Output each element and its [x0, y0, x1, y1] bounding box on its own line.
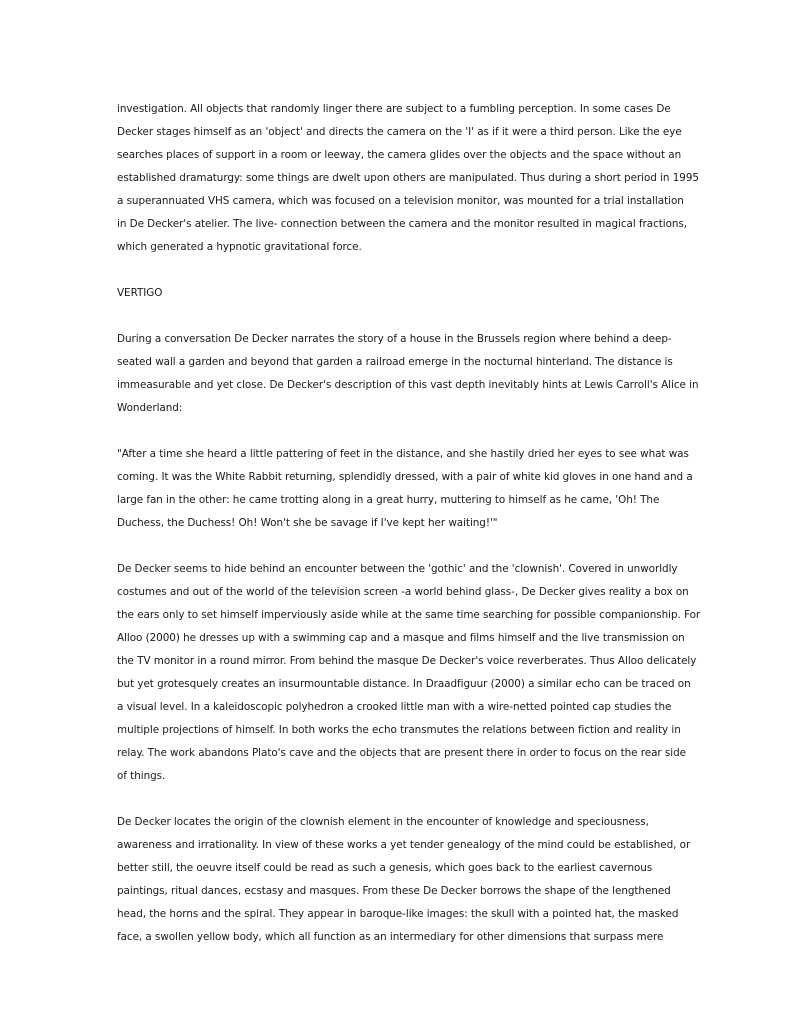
text-line: During a conversation De Decker narrates the story of a house in the Brussels region where behind a deep-	[117, 333, 672, 345]
text-line: investigation. All objects that randomly linger there are subject to a fumbling perception. In some cases De	[117, 103, 671, 115]
text-line: awareness and irrationality. In view of these works a yet tender genealogy of the mind could be established, or	[117, 839, 691, 851]
text-line: Wonderland:	[117, 402, 183, 414]
text-line: of things.	[117, 770, 166, 782]
paragraph-gothic-clownish	[117, 558, 701, 788]
paragraph-origin	[117, 811, 691, 949]
text-line: in De Decker's atelier. The live- connection between the camera and the monitor resulted in magical fractions,	[117, 218, 688, 230]
text-line: the TV monitor in a round mirror. From behind the masque De Decker's voice reverberates. Thus Alloo delicately	[117, 655, 697, 667]
section-heading-text: VERTIGO	[117, 287, 163, 299]
text-line: face, a swollen yellow body, which all function as an intermediary for other dimensions that surpass mere	[117, 931, 664, 943]
document-page	[117, 98, 701, 972]
paragraph-conversation	[117, 328, 699, 420]
text-line: multiple projections of himself. In both works the echo transmutes the relations between fiction and reality in	[117, 724, 681, 736]
section-heading	[117, 282, 677, 305]
text-line: better still, the oeuvre itself could be read as such a genesis, which goes back to the earliest cavernous	[117, 862, 653, 874]
text-line: paintings, ritual dances, ecstasy and masques. From these De Decker borrows the shape of the lengthened	[117, 885, 671, 897]
text-line: but yet grotesquely creates an insurmountable distance. In Draadfiguur (2000) a similar echo can be traced on	[117, 678, 691, 690]
text-line: Alloo (2000) he dresses up with a swimming cap and a masque and films himself and the live transmission on	[117, 632, 685, 644]
text-line: De Decker locates the origin of the clownish element in the encounter of knowledge and speciousness,	[117, 816, 649, 828]
paragraph-intro	[117, 98, 699, 259]
text-line: a visual level. In a kaleidoscopic polyhedron a crooked little man with a wire-netted pointed cap studies the	[117, 701, 672, 713]
text-line: immeasurable and yet close. De Decker's description of this vast depth inevitably hints at Lewis Carroll's Alice in	[117, 379, 699, 391]
text-line: Decker stages himself as an 'object' and directs the camera on the 'I' as if it were a third person. Like the eye	[117, 126, 682, 138]
text-line: Duchess, the Duchess! Oh! Won't she be savage if I've kept her waiting!'"	[117, 517, 498, 529]
text-line: seated wall a garden and beyond that garden a railroad emerge in the nocturnal hinterland. The distance is	[117, 356, 673, 368]
text-line: relay. The work abandons Plato's cave and the objects that are present there in order to focus on the rear side	[117, 747, 686, 759]
text-line: the ears only to set himself imperviously aside while at the same time searching for possible companionship. For	[117, 609, 701, 621]
text-line: a superannuated VHS camera, which was focused on a television monitor, was mounted for a trial installation	[117, 195, 684, 207]
paragraph-quote	[117, 443, 693, 535]
text-line: established dramaturgy: some things are dwelt upon others are manipulated. Thus during a short period in 1995	[117, 172, 699, 184]
text-line: large fan in the other: he came trotting along in a great hurry, muttering to himself as he came, 'Oh! The	[117, 494, 660, 506]
text-line: "After a time she heard a little pattering of feet in the distance, and she hastily dried her eyes to see what was	[117, 448, 689, 460]
text-line: costumes and out of the world of the television screen -a world behind glass-, De Decker gives reality a box on	[117, 586, 689, 598]
text-line: coming. It was the White Rabbit returning, splendidly dressed, with a pair of white kid gloves in one hand and a	[117, 471, 693, 483]
text-line: De Decker seems to hide behind an encounter between the 'gothic' and the 'clownish'. Covered in unworldly	[117, 563, 678, 575]
text-line: head, the horns and the spiral. They appear in baroque-like images: the skull with a pointed hat, the masked	[117, 908, 679, 920]
text-line: which generated a hypnotic gravitational force.	[117, 241, 362, 253]
text-line: searches places of support in a room or leeway, the camera glides over the objects and the space without an	[117, 149, 682, 161]
